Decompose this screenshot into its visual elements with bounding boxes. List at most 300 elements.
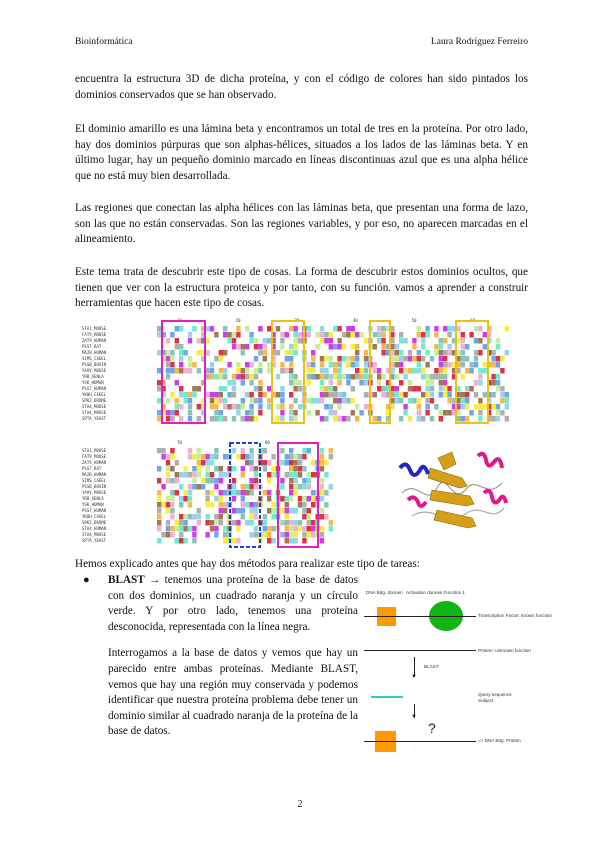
residue-cell — [245, 520, 249, 526]
residue-cell — [491, 392, 495, 398]
species-label: PSS7_RAT — [82, 344, 102, 349]
residue-cell — [465, 368, 469, 374]
residue-cell — [166, 416, 170, 422]
residue-cell — [461, 350, 465, 356]
header-left: Bioinformática — [75, 37, 133, 47]
residue-cell — [289, 368, 293, 374]
residue-cell — [285, 526, 289, 532]
residue-cell — [232, 484, 236, 490]
residue-cell — [461, 374, 465, 380]
residue-cell — [302, 454, 306, 460]
residue-cell — [289, 460, 293, 466]
residue-cell — [267, 496, 271, 502]
residue-cell — [263, 356, 267, 362]
down-arrow-icon-2: ▼ — [411, 714, 417, 720]
subject-label: Subject — [478, 698, 494, 703]
residue-cell — [170, 532, 174, 538]
residue-cell — [329, 380, 333, 386]
residue-cell — [381, 332, 385, 338]
residue-cell — [254, 386, 258, 392]
residue-cell — [469, 362, 473, 368]
residue-cell — [320, 416, 324, 422]
residue-cell — [307, 472, 311, 478]
residue-cell — [183, 496, 187, 502]
residue-cell — [157, 368, 161, 374]
unknown-function-label: Protein: unknown function — [478, 648, 531, 653]
residue-cell — [496, 380, 500, 386]
residue-cell — [249, 362, 253, 368]
residue-cell — [289, 490, 293, 496]
residue-cell — [223, 454, 227, 460]
residue-cell — [289, 416, 293, 422]
residue-cell — [188, 514, 192, 520]
residue-cell — [381, 350, 385, 356]
residue-cell — [232, 404, 236, 410]
residue-cell — [188, 472, 192, 478]
residue-cell — [175, 326, 179, 332]
residue-cell — [241, 454, 245, 460]
residue-cell — [496, 404, 500, 410]
residue-cell — [241, 502, 245, 508]
residue-cell — [346, 380, 350, 386]
residue-cell — [271, 472, 275, 478]
residue-cell — [236, 508, 240, 514]
residue-cell — [474, 392, 478, 398]
residue-cell — [223, 368, 227, 374]
residue-cell — [157, 538, 161, 544]
residue-cell — [179, 526, 183, 532]
residue-cell — [236, 490, 240, 496]
ruler-tick: 20 — [235, 318, 241, 323]
residue-cell — [210, 502, 214, 508]
residue-cell — [505, 392, 509, 398]
blast-text-1: tenemos una proteína de la base de datos con dos dominios, un cuadrado naranja y un círculo verde. Y por otro lado, tenemos una proteína desconocida, representada con la línea negra. — [108, 574, 358, 633]
residue-cell — [311, 368, 315, 374]
residue-cell — [500, 398, 504, 404]
residue-cell — [166, 478, 170, 484]
residue-cell — [245, 460, 249, 466]
species-label: SPTA_YEAST — [82, 538, 107, 543]
residue-cell — [447, 362, 451, 368]
residue-cell — [298, 380, 302, 386]
residue-cell — [320, 356, 324, 362]
residue-cell — [447, 392, 451, 398]
residue-cell — [241, 380, 245, 386]
residue-cell — [276, 326, 280, 332]
residue-cell — [461, 362, 465, 368]
ruler-tick: 40 — [353, 318, 358, 323]
residue-cell — [337, 404, 341, 410]
residue-cell — [443, 374, 447, 380]
residue-cell — [505, 326, 509, 332]
residue-cell — [298, 460, 302, 466]
residue-cell — [161, 448, 165, 454]
residue-cell — [417, 362, 421, 368]
residue-cell — [175, 404, 179, 410]
residue-cell — [351, 356, 355, 362]
residue-cell — [329, 338, 333, 344]
residue-cell — [179, 472, 183, 478]
residue-cell — [293, 532, 297, 538]
residue-cell — [491, 416, 495, 422]
residue-cell — [329, 484, 333, 490]
residue-cell — [267, 538, 271, 544]
residue-cell — [175, 478, 179, 484]
blast-paragraph-2: Interrogamos a la base de datos y vemos que hay un parecido entre ambas proteínas. Mediante BLAST, vemos que hay una región muy conservada y podemos identificar que nuestra proteína problema debe tener un dominio similar al cuadrado naranja de la proteína de la base de datos. — [108, 647, 358, 738]
residue-cell — [320, 380, 324, 386]
residue-cell — [210, 526, 214, 532]
residue-cell — [289, 392, 293, 398]
residue-cell — [298, 454, 302, 460]
species-label: FAT9_MOUSE — [82, 454, 107, 459]
residue-cell — [505, 350, 509, 356]
residue-cell — [289, 362, 293, 368]
residue-cell — [210, 490, 214, 496]
residue-cell — [403, 374, 407, 380]
residue-cell — [311, 472, 315, 478]
residue-cell — [302, 532, 306, 538]
species-label: PSSB_BOVIN — [82, 362, 107, 367]
residue-cell — [210, 404, 214, 410]
residue-cell — [425, 332, 429, 338]
residue-cell — [399, 362, 403, 368]
residue-cell — [157, 326, 161, 332]
residue-cell — [320, 460, 324, 466]
residue-cell — [219, 472, 223, 478]
residue-cell — [302, 502, 306, 508]
residue-cell — [197, 520, 201, 526]
residue-cell — [263, 526, 267, 532]
residue-cell — [197, 448, 201, 454]
residue-cell — [293, 508, 297, 514]
residue-cell — [307, 526, 311, 532]
residue-cell — [232, 478, 236, 484]
residue-cell — [505, 404, 509, 410]
residue-cell — [293, 466, 297, 472]
residue-cell — [245, 410, 249, 416]
residue-cell — [293, 410, 297, 416]
residue-cell — [311, 532, 315, 538]
residue-cell — [329, 392, 333, 398]
residue-cell — [505, 416, 509, 422]
residue-cell — [302, 448, 306, 454]
residue-cell — [214, 374, 218, 380]
residue-cell — [249, 454, 253, 460]
residue-cell — [219, 520, 223, 526]
residue-cell — [469, 332, 473, 338]
residue-cell — [373, 362, 377, 368]
ruler-tick: 70 — [177, 440, 182, 445]
residue-cell — [157, 514, 161, 520]
residue-cell — [408, 386, 412, 392]
species-label: YSK_HUMAN — [82, 502, 104, 507]
residue-cell — [478, 368, 482, 374]
residue-cell — [280, 496, 284, 502]
residue-cell — [425, 326, 429, 332]
residue-cell — [210, 472, 214, 478]
residue-cell — [205, 478, 209, 484]
residue-cell — [324, 356, 328, 362]
residue-cell — [491, 356, 495, 362]
residue-cell — [491, 404, 495, 410]
residue-cell — [267, 532, 271, 538]
residue-cell — [179, 344, 183, 350]
residue-cell — [320, 392, 324, 398]
residue-cell — [421, 368, 425, 374]
residue-cell — [280, 368, 284, 374]
residue-cell — [289, 496, 293, 502]
residue-cell — [254, 338, 258, 344]
residue-cell — [307, 520, 311, 526]
residue-cell — [465, 356, 469, 362]
residue-cell — [166, 350, 170, 356]
residue-cell — [263, 448, 267, 454]
residue-cell — [351, 332, 355, 338]
residue-cell — [496, 374, 500, 380]
residue-cell — [447, 326, 451, 332]
residue-cell — [461, 344, 465, 350]
residue-cell — [214, 526, 218, 532]
residue-cell — [232, 448, 236, 454]
residue-cell — [267, 398, 271, 404]
residue-cell — [223, 404, 227, 410]
residue-cell — [219, 386, 223, 392]
residue-cell — [381, 392, 385, 398]
paragraph-1: encuentra la estructura 3D de dicha proteína, y con el código de colores han sido pintados los dominios conservados que se han observado. — [75, 73, 528, 101]
residue-cell — [293, 454, 297, 460]
residue-cell — [179, 520, 183, 526]
residue-cell — [267, 508, 271, 514]
residue-cell — [315, 374, 319, 380]
residue-cell — [465, 392, 469, 398]
residue-cell — [219, 398, 223, 404]
residue-cell — [249, 514, 253, 520]
residue-cell — [276, 392, 280, 398]
residue-cell — [210, 520, 214, 526]
residue-cell — [329, 344, 333, 350]
residue-cell — [166, 496, 170, 502]
residue-cell — [280, 398, 284, 404]
residue-cell — [302, 508, 306, 514]
residue-cell — [263, 490, 267, 496]
residue-cell — [395, 392, 399, 398]
residue-cell — [364, 380, 368, 386]
residue-cell — [412, 368, 416, 374]
species-label: STA4_MOUSE — [82, 404, 107, 409]
residue-cell — [408, 368, 412, 374]
residue-cell — [342, 416, 346, 422]
residue-cell — [315, 344, 319, 350]
residue-cell — [179, 326, 183, 332]
residue-cell — [179, 386, 183, 392]
residue-cell — [324, 368, 328, 374]
residue-cell — [263, 460, 267, 466]
residue-cell — [285, 472, 289, 478]
residue-cell — [179, 502, 183, 508]
residue-cell — [342, 392, 346, 398]
residue-cell — [197, 460, 201, 466]
residue-cell — [183, 392, 187, 398]
residue-cell — [337, 416, 341, 422]
residue-cell — [359, 380, 363, 386]
residue-cell — [219, 508, 223, 514]
residue-cell — [214, 478, 218, 484]
residue-cell — [285, 356, 289, 362]
residue-cell — [307, 448, 311, 454]
residue-cell — [197, 508, 201, 514]
residue-cell — [355, 362, 359, 368]
residue-cell — [408, 398, 412, 404]
residue-cell — [430, 416, 434, 422]
residue-cell — [329, 448, 333, 454]
residue-cell — [289, 374, 293, 380]
residue-cell — [223, 374, 227, 380]
residue-cell — [205, 514, 209, 520]
residue-cell — [285, 502, 289, 508]
residue-cell — [197, 466, 201, 472]
residue-cell — [188, 416, 192, 422]
residue-cell — [425, 392, 429, 398]
residue-cell — [430, 374, 434, 380]
residue-cell — [245, 326, 249, 332]
residue-cell — [219, 496, 223, 502]
residue-cell — [232, 520, 236, 526]
residue-cell — [430, 356, 434, 362]
residue-cell — [210, 460, 214, 466]
residue-cell — [179, 532, 183, 538]
residue-cell — [166, 398, 170, 404]
residue-cell — [302, 484, 306, 490]
residue-cell — [395, 386, 399, 392]
residue-cell — [302, 496, 306, 502]
residue-cell — [280, 416, 284, 422]
residue-cell — [254, 508, 258, 514]
residue-cell — [280, 332, 284, 338]
residue-cell — [329, 332, 333, 338]
residue-cell — [267, 368, 271, 374]
residue-cell — [293, 520, 297, 526]
residue-cell — [241, 416, 245, 422]
residue-cell — [192, 392, 196, 398]
residue-cell — [342, 332, 346, 338]
residue-cell — [351, 410, 355, 416]
residue-cell — [417, 326, 421, 332]
residue-cell — [474, 380, 478, 386]
residue-cell — [346, 398, 350, 404]
residue-cell — [474, 326, 478, 332]
residue-cell — [183, 514, 187, 520]
residue-cell — [355, 404, 359, 410]
residue-cell — [267, 404, 271, 410]
residue-cell — [377, 368, 381, 374]
residue-cell — [285, 350, 289, 356]
residue-cell — [307, 332, 311, 338]
residue-cell — [496, 410, 500, 416]
residue-cell — [179, 362, 183, 368]
blast-bullet — [83, 573, 358, 740]
residue-cell — [355, 374, 359, 380]
residue-cell — [302, 514, 306, 520]
residue-cell — [241, 484, 245, 490]
residue-cell — [399, 392, 403, 398]
residue-cell — [320, 508, 324, 514]
residue-cell — [377, 374, 381, 380]
residue-cell — [188, 356, 192, 362]
residue-cell — [302, 538, 306, 544]
residue-cell — [179, 392, 183, 398]
residue-cell — [285, 332, 289, 338]
residue-cell — [478, 398, 482, 404]
residue-cell — [377, 416, 381, 422]
residue-cell — [478, 350, 482, 356]
residue-cell — [500, 410, 504, 416]
residue-cell — [223, 538, 227, 544]
residue-cell — [355, 356, 359, 362]
residue-cell — [478, 326, 482, 332]
residue-cell — [412, 398, 416, 404]
residue-cell — [469, 410, 473, 416]
residue-cell — [175, 410, 179, 416]
residue-cell — [500, 368, 504, 374]
blast-title: BLAST — [108, 574, 145, 586]
residue-cell — [337, 344, 341, 350]
residue-cell — [161, 454, 165, 460]
residue-cell — [478, 338, 482, 344]
species-label: STA4_MOUSE — [82, 410, 107, 415]
residue-cell — [219, 368, 223, 374]
residue-cell — [214, 520, 218, 526]
residue-cell — [179, 538, 183, 544]
residue-cell — [214, 514, 218, 520]
residue-cell — [245, 484, 249, 490]
residue-cell — [236, 368, 240, 374]
residue-cell — [232, 344, 236, 350]
residue-cell — [302, 466, 306, 472]
residue-cell — [188, 410, 192, 416]
residue-cell — [337, 356, 341, 362]
residue-cell — [280, 338, 284, 344]
residue-cell — [298, 466, 302, 472]
residue-cell — [320, 484, 324, 490]
protein-3d-structure — [392, 438, 512, 538]
residue-cell — [425, 398, 429, 404]
residue-cell — [170, 466, 174, 472]
residue-cell — [254, 466, 258, 472]
residue-cell — [333, 386, 337, 392]
residue-cell — [417, 398, 421, 404]
residue-cell — [223, 472, 227, 478]
residue-cell — [188, 398, 192, 404]
residue-cell — [395, 362, 399, 368]
residue-cell — [333, 392, 337, 398]
residue-cell — [245, 368, 249, 374]
residue-cell — [293, 380, 297, 386]
residue-cell — [289, 484, 293, 490]
residue-cell — [425, 362, 429, 368]
residue-cell — [245, 344, 249, 350]
residue-cell — [351, 326, 355, 332]
residue-cell — [245, 502, 249, 508]
residue-cell — [443, 338, 447, 344]
query-sequence-label: Query sequence — [478, 692, 512, 697]
residue-cell — [280, 386, 284, 392]
residue-cell — [280, 410, 284, 416]
known-function-label: Transcription Factor: known function — [478, 613, 552, 618]
residue-cell — [188, 392, 192, 398]
residue-cell — [337, 362, 341, 368]
residue-cell — [307, 326, 311, 332]
residue-cell — [188, 490, 192, 496]
